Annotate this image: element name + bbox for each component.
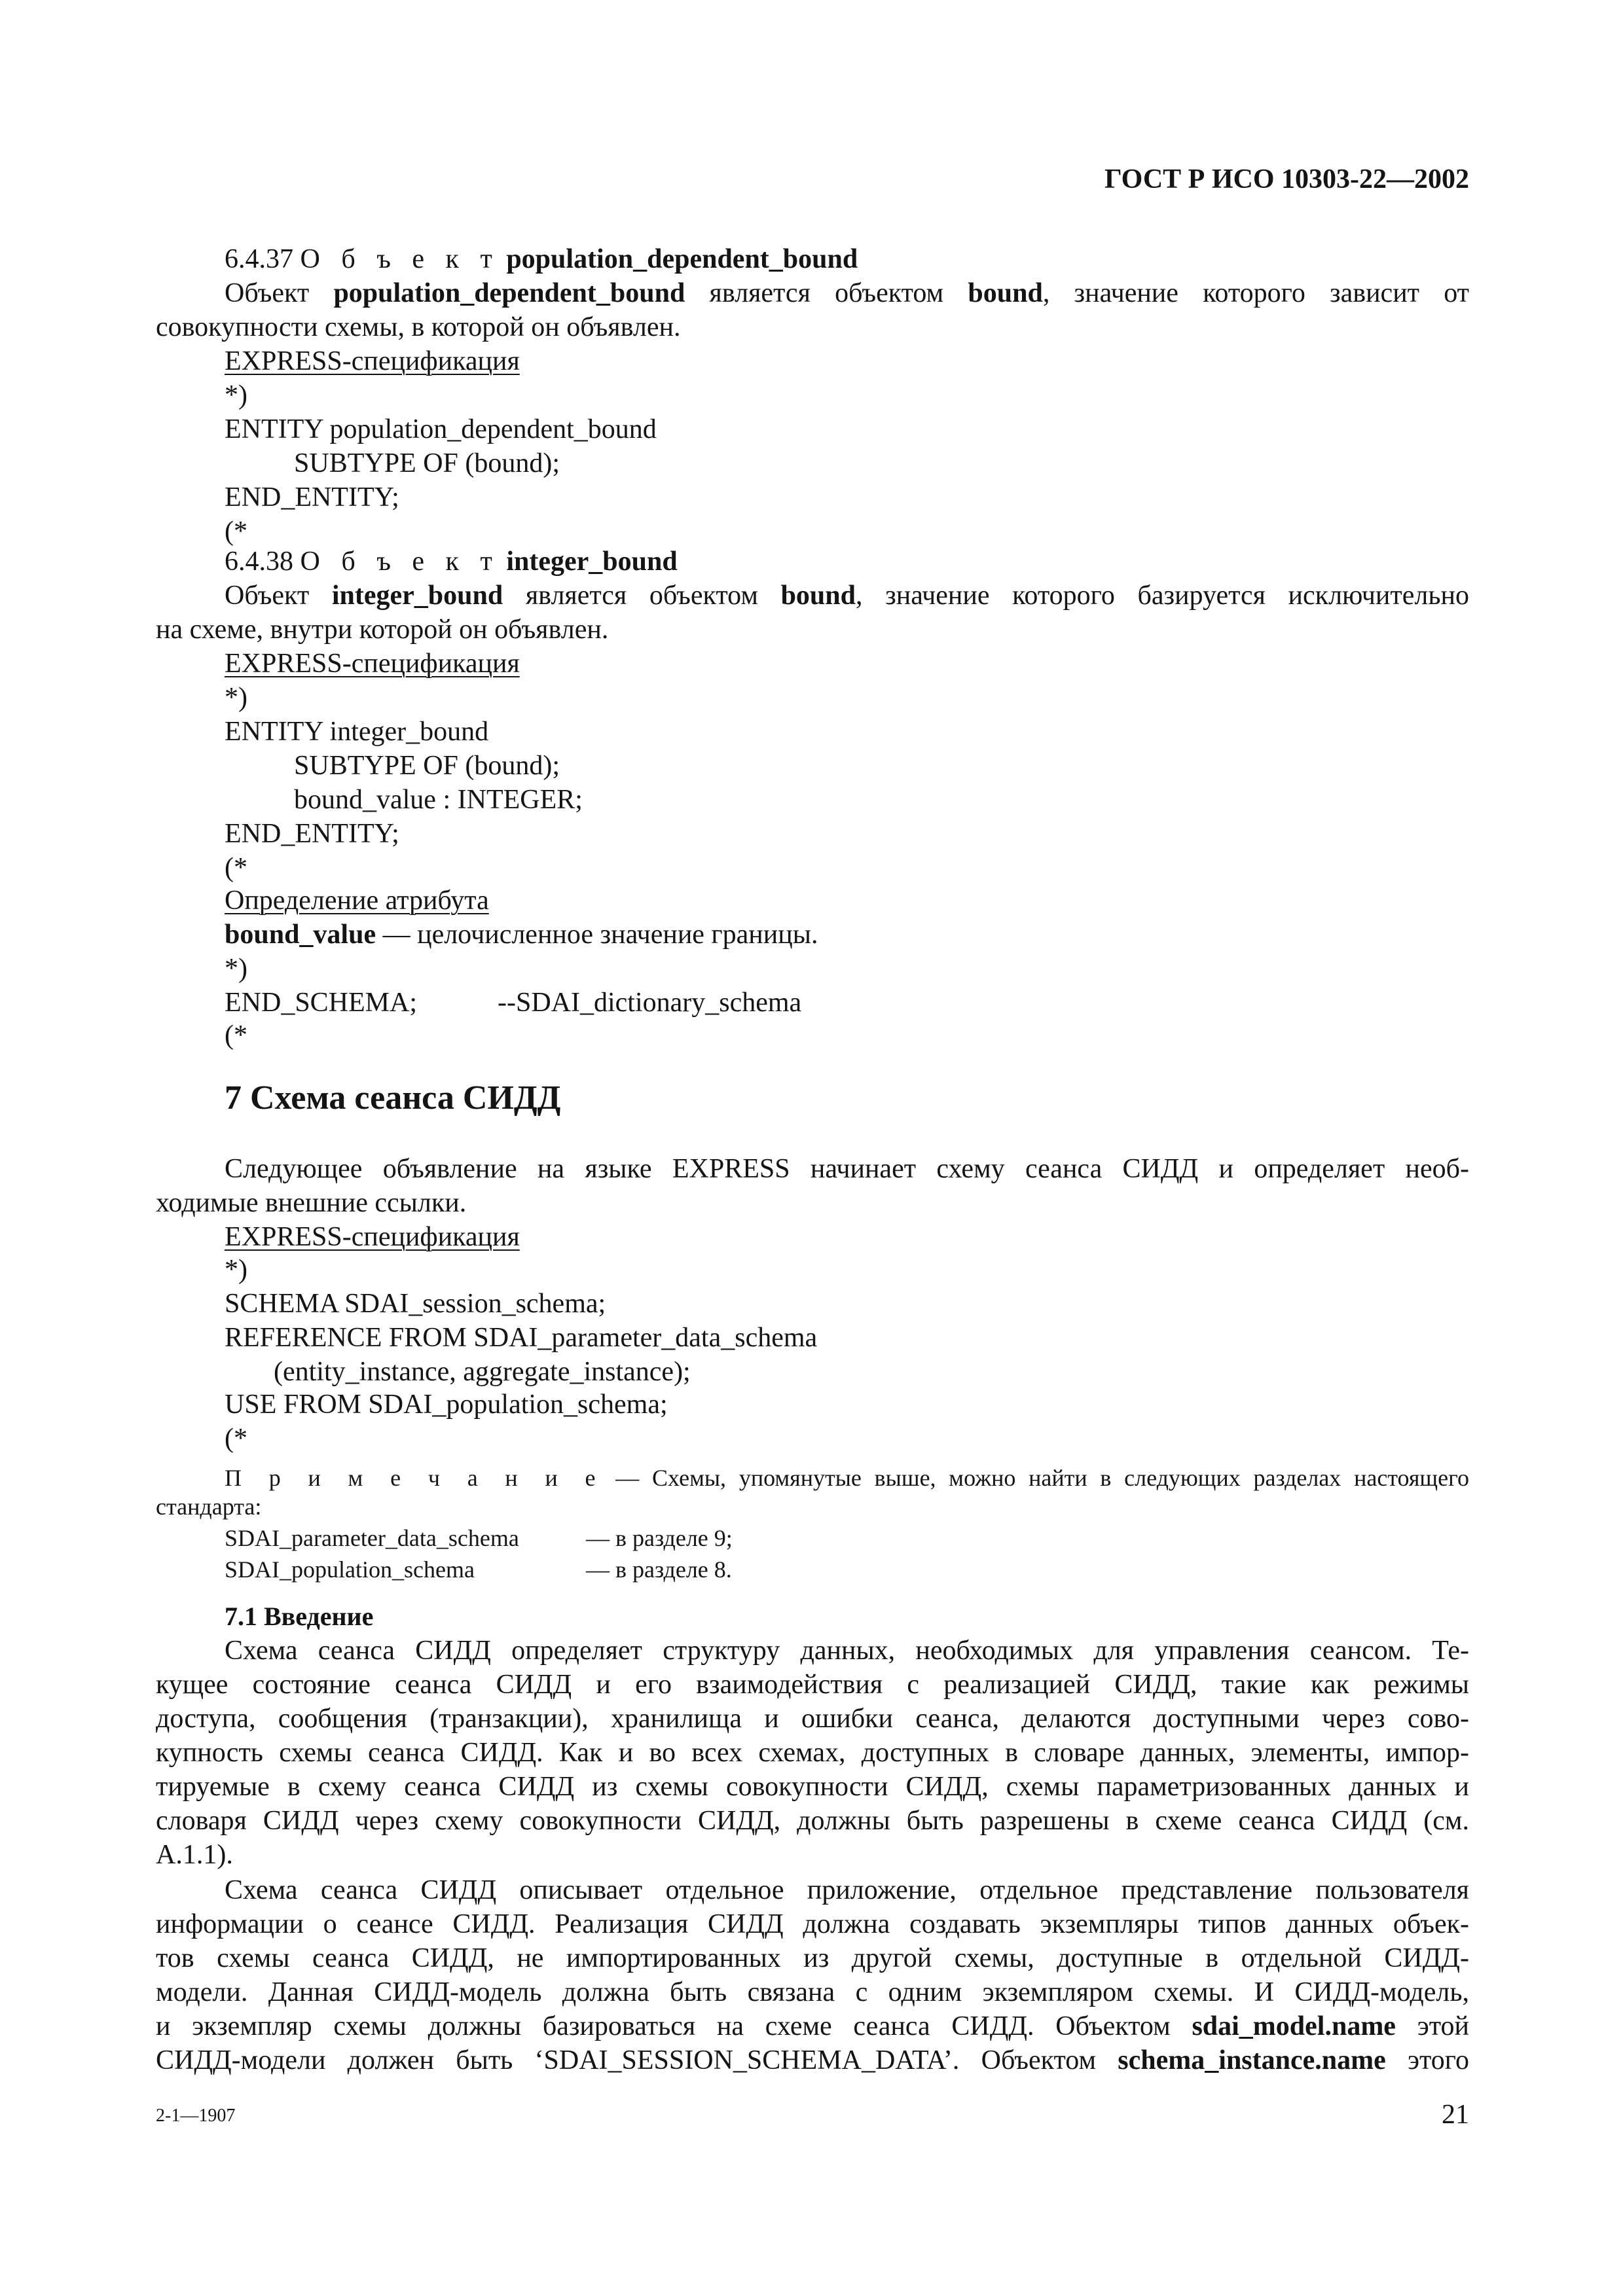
paragraph-line: СИДД-модели должен быть ‘SDAI_SESSION_SCHEMA_DATA’. Объектом schema_instance.name этого [156, 2045, 1469, 2075]
code-line: (entity_instance, aggregate_instance); [274, 1357, 691, 1387]
print-code: 2-1—1907 [156, 2106, 236, 2126]
code-line: SUBTYPE OF (bound); [294, 751, 560, 781]
document-code-header: ГОСТ Р ИСО 10303-22—2002 [1104, 164, 1469, 194]
paragraph-line: ходимые внешние ссылки. [156, 1188, 467, 1218]
code-line: (* [225, 516, 247, 547]
entity-name: population_dependent_bound [506, 244, 858, 274]
clause-keyword: О б ъ е к т [300, 244, 500, 274]
paragraph-line: совокупности схемы, в которой он объявлен. [156, 312, 681, 342]
code-line: bound_value : INTEGER; [294, 785, 583, 815]
code-line: USE FROM SDAI_population_schema; [225, 1390, 668, 1420]
paragraph-line: Следующее объявление на языке EXPRESS начинает схему сеанса СИДД и определяет необ- [225, 1154, 1469, 1184]
paragraph-line: Схема сеанса СИДД описывает отдельное приложение, отдельное представление пользователя [225, 1875, 1469, 1905]
paragraph-line: на схеме, внутри которой он объявлен. [156, 615, 609, 645]
note-continuation: стандарта: [156, 1494, 262, 1520]
code-line: ENTITY population_dependent_bound [225, 414, 657, 444]
paragraph-line: модели. Данная СИДД-модель должна быть связана с одним экземпляром схемы. И СИДД-модель, [156, 1977, 1469, 2007]
clause-heading-6-4-38 [225, 545, 678, 579]
express-spec-heading: EXPRESS-спецификация [225, 346, 520, 376]
code-line: SUBTYPE OF (bound); [294, 448, 560, 478]
attribute-description: — целочисленное значение границы. [382, 920, 818, 950]
code-line: *) [225, 954, 247, 984]
code-line: (* [225, 1020, 247, 1050]
attribute-name: bound_value [225, 920, 376, 950]
code-line: REFERENCE FROM SDAI_parameter_data_schema [225, 1323, 818, 1353]
paragraph-line: Схема сеанса СИДД определяет структуру данных, необходимых для управления сеансом. Те- [225, 1636, 1469, 1666]
subsection-title: 7.1 Введение [225, 1602, 374, 1631]
note-reference-schema: SDAI_parameter_data_schema [225, 1525, 519, 1551]
page-number: 21 [1442, 2100, 1469, 2130]
code-line: ENTITY integer_bound [225, 717, 489, 747]
note [225, 1463, 1469, 1492]
paragraph-line: купность схемы сеанса СИДД. Как и во всех схемах, доступных в словаре данных, элементы, импор- [156, 1738, 1469, 1768]
code-comment: --SDAI_dictionary_schema [498, 988, 802, 1018]
paragraph-line: тируемые в схему сеанса СИДД из схемы совокупности СИДД, схемы параметризованных данных и [156, 1772, 1469, 1802]
note-reference-location: — в разделе 9; [586, 1525, 733, 1551]
clause-number: 6.4.37 [225, 244, 293, 274]
attribute-definition [225, 918, 818, 952]
paragraph-line: А.1.1). [156, 1840, 233, 1870]
code-line: SCHEMA SDAI_session_schema; [225, 1289, 606, 1319]
paragraph-line: Объект population_dependent_bound является объектом bound, значение которого зависит от [225, 278, 1470, 308]
express-spec-heading: EXPRESS-спецификация [225, 649, 520, 679]
paragraph-line: кущее состояние сеанса СИДД и его взаимодействия с реализацией СИДД, такие как режимы [156, 1670, 1469, 1700]
code-line: (* [225, 853, 247, 883]
paragraph-line: тов схемы сеанса СИДД, не импортированных из другой схемы, доступные в отдельной СИДД- [156, 1943, 1469, 1973]
clause-number: 6.4.38 [225, 547, 293, 577]
code-line: (* [225, 1424, 247, 1454]
paragraph-line: информации о сеансе СИДД. Реализация СИДД должна создавать экземпляры типов данных объек- [156, 1909, 1469, 1939]
paragraph-line: и экземпляр схемы должны базироваться на схеме сеанса СИДД. Объектом sdai_model.name этой [156, 2011, 1469, 2041]
clause-keyword: О б ъ е к т [300, 547, 500, 577]
note-reference-location: — в разделе 8. [586, 1556, 732, 1583]
paragraph-line: Объект integer_bound является объектом bound, значение которого базируется исключительно [225, 581, 1469, 611]
note-text: — Схемы, упомянутые выше, можно найти в следующих разделах настоящего [615, 1465, 1469, 1491]
code-line: *) [225, 1255, 247, 1285]
code-line: END_SCHEMA; [225, 988, 418, 1018]
clause-heading-6-4-37 [225, 242, 858, 276]
code-line: *) [225, 683, 247, 713]
paragraph-line: доступа, сообщения (транзакции), хранилища и ошибки сеанса, делаются доступными через сово- [156, 1704, 1469, 1734]
code-line: *) [225, 380, 247, 410]
express-spec-heading: EXPRESS-спецификация [225, 1222, 520, 1252]
entity-name: integer_bound [506, 547, 678, 577]
code-line: END_ENTITY; [225, 819, 399, 849]
attribute-definition-heading: Определение атрибута [225, 886, 489, 916]
code-line: END_ENTITY; [225, 482, 399, 512]
note-reference-schema: SDAI_population_schema [225, 1556, 475, 1583]
paragraph-line: словаря СИДД через схему совокупности СИДД, должны быть разрешены в схеме сеанса СИДД (см. [156, 1806, 1469, 1836]
note-keyword: П р и м е ч а н и е [225, 1465, 603, 1491]
section-title: 7 Схема сеанса СИДД [225, 1079, 561, 1117]
